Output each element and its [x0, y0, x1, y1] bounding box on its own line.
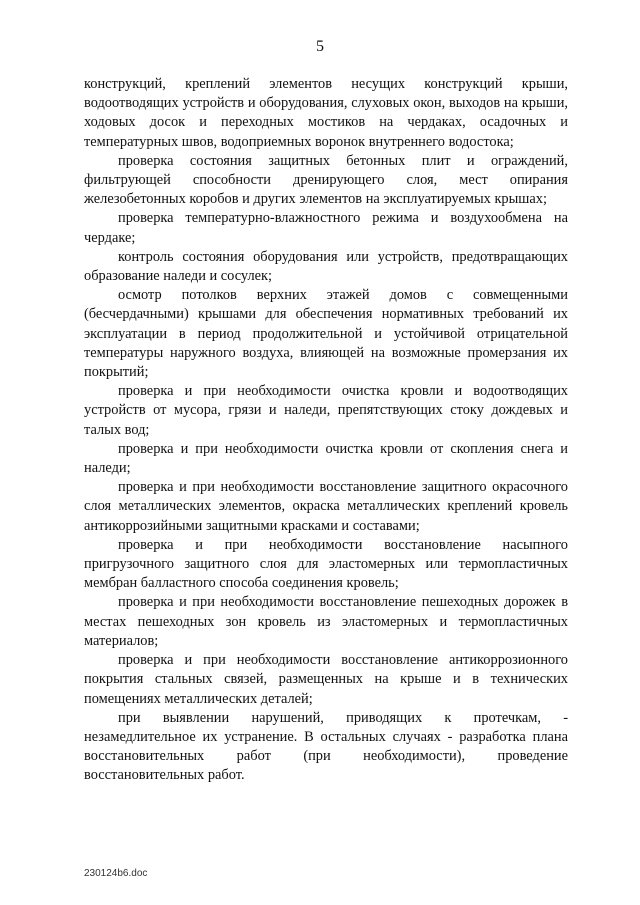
paragraph: проверка и при необходимости восстановление защитного окрасочного слоя металлических элементов, окраска металлических креплений кровель антикоррозийными защитными красками и составами; — [84, 479, 568, 534]
paragraph: проверка и при необходимости восстановление антикоррозионного покрытия стальных связей, размещенных на крыше и в технических помещениях металлических деталей; — [84, 652, 568, 707]
paragraph: проверка и при необходимости восстановление насыпного пригрузочного защитного слоя для эластомерных или термопластичных мембран балластного способа соединения кровель; — [84, 536, 568, 592]
paragraph: конструкций, креплений элементов несущих конструкций крыши, водоотводящих устройств и оборудования, слуховых окон, выходов на крыши, ходовых досок и переходных мостиков на чердаках, осадочных и температурных швов, водоприемных воронок внутреннего водостока; — [84, 76, 568, 150]
paragraph: проверка состояния защитных бетонных плит и ограждений, фильтрующей способности дренирующего слоя, мест опирания железобетонных коробов и других элементов на эксплуатируемых крышах; — [84, 152, 568, 208]
paragraph: при выявлении нарушений, приводящих к протечкам, - незамедлительное их устранение. В остальных случаях - разработка плана восстановительных работ (при необходимости), проведение восстановительных работ. — [84, 709, 568, 784]
file-name-footer: 230124b6.doc — [84, 868, 148, 879]
document-body — [84, 75, 568, 786]
paragraph: осмотр потолков верхних этажей домов с совмещенными (бесчердачными) крышами для обеспечения нормативных требований их эксплуатации в период продолжительной и устойчивой отрицательной температуры наружного воздуха, влияющей на возможные промерзания их покрытий; — [84, 287, 568, 381]
paragraph: проверка и при необходимости очистка кровли и водоотводящих устройств от мусора, грязи и наледи, препятствующих стоку дождевых и талых вод; — [84, 383, 568, 438]
paragraph: проверка и при необходимости очистка кровли от скопления снега и наледи; — [84, 440, 568, 477]
paragraph: проверка и при необходимости восстановление пешеходных дорожек в местах пешеходных зон кровель из эластомерных и термопластичных материалов; — [84, 594, 568, 649]
page-number: 5 — [316, 38, 324, 55]
paragraph: проверка температурно-влажностного режима и воздухообмена на чердаке; — [84, 210, 568, 246]
paragraph: контроль состояния оборудования или устройств, предотвращающих образование наледи и сосулек; — [84, 248, 568, 285]
